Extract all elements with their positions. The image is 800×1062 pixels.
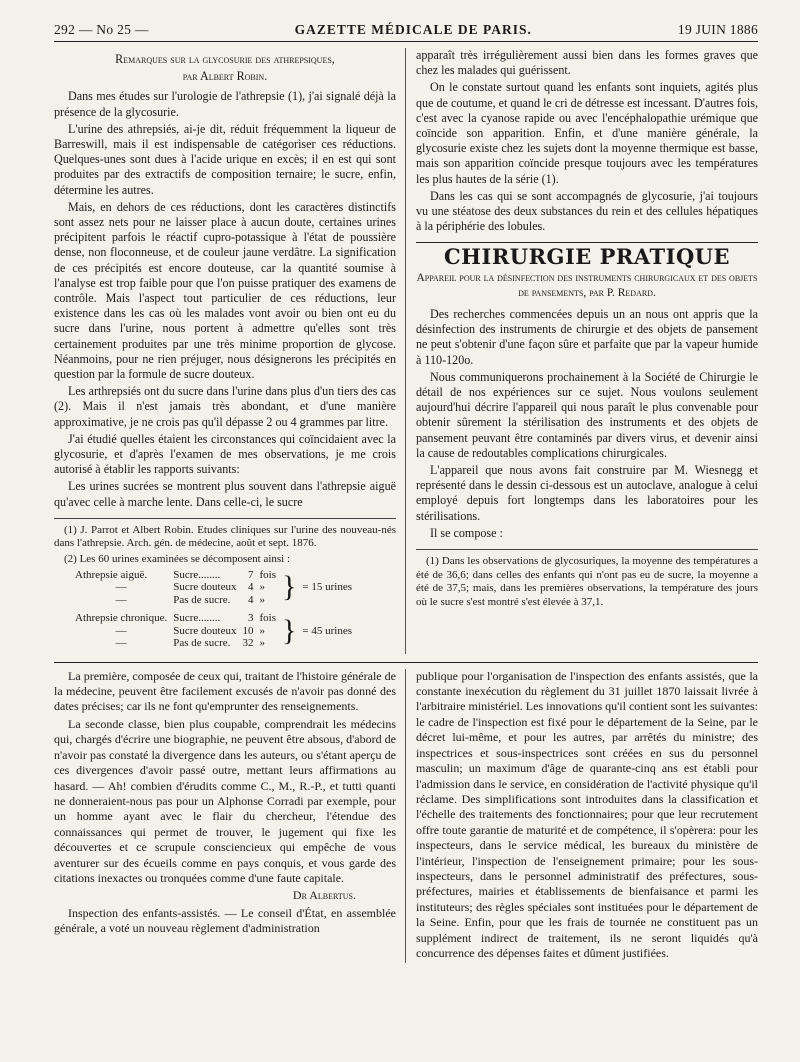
paragraph: L'urine des athrepsiés, ai-je dit, réduit fréquemment la liqueur de Barreswill, mais il est indispensable de catégoriser ces réductions. Quelques-unes sont dues à l'acide urique en excès; il en est qui sont produites par des extractifs de composition ternaire; le sucre, enfin, détermine les autres. xyxy=(54,121,396,197)
paragraph: Mais, en dehors de ces réductions, dont les caractères distinctifs sont assez nets pour ne laisser place à aucun doute, certaines urines précipitent parfois le réactif cupro-potassique à l'état de poussière dense, non floconneuse, et de couleur jaune verdâtre. La signification de ces précipités est encore douteuse, car la quantité soumise à l'analyse est trop faible pour que l'on puisse pratiquer des examens de contrôle. Mais l'aspect tout particulier de ces réductions, leur existence dans les cas où les malades vont avoir ou bien ont eu du sucre dans l'urine, nous portent à admettre qu'elles sont très certainement produites par une très minime proportion de glycose. Néanmoins, pour ne rien préjuger, nous désignerons les précipités en question par la formule de sucre douteux. xyxy=(54,199,396,382)
stats-value: 3 xyxy=(247,612,254,625)
top-columns xyxy=(54,48,758,654)
urine-stats-table xyxy=(72,569,355,650)
paragraph: Nous communiquerons prochainement à la Société de Chirurgie le détail de nos expériences sur ce sujet. Nous voulons seulement aujourd'hui décrire l'appareil qui nous paraît le plus convenable pour obtenir sûrement la stérilisation des instruments et des objets de pansement peuvant être contaminés par divers virus, et devenir ainsi la cause de redoutables complications chirurgicales. xyxy=(416,369,758,460)
article-subtitle: Appareil pour la désinfection des instruments chirurgicaux et des objets de pansements, par P. Redard. xyxy=(416,271,758,299)
stats-row-label: Sucre........ xyxy=(173,612,221,625)
bottom-right-column xyxy=(406,669,758,964)
footnotes xyxy=(54,518,396,650)
stats-unit: fois xyxy=(259,612,276,625)
footnote: (1) Dans les observations de glycosuriques, la moyenne des températures a été de 36,6; dans celles des enfants qui n'ont pas eu de sucre, la moyenne a été de 37,5; mais, dans les premières observations, la température des jours où le sucre s'est montré s'est élevée à 37,1. xyxy=(416,555,758,608)
paragraph: apparaît très irrégulièrement aussi bien dans les formes graves que chez les malades qui guérissent. xyxy=(416,48,758,78)
brace: } xyxy=(281,613,297,647)
stats-label: Athrepsie chronique. xyxy=(75,612,168,625)
page-header xyxy=(54,22,758,42)
signature: Dr Albertus. xyxy=(292,888,356,903)
paragraph: La seconde classe, bien plus coupable, comprendrait les médecins qui, chargés d'écrire une biographie, ne peuvent être absous, d'abord de n'avoir pas constaté la divergence dans les auteurs, ou s'étant aperçu de ces divergences d'avoir passé outre, mettant leurs affirmations au hasard. — Ah! combien d'érudits comme C., M., R.-P., et tutti quanti ne donneraient-nous pas pour un Alphonse Corradi par exemple, pour un homme ayant avec le flair du chercheur, l'étendue des connaissances qui permet de trouver, le jugement qui fixe les découvertes et ce scrupule consciencieux qui empêche de vous aventurer sur des écueils comme en pays conquis, et vous garde des citations inexactes ou tronquées comme d'une faute capitale. xyxy=(54,716,396,885)
section-title: CHIRURGIE PRATIQUE xyxy=(443,244,731,270)
stats-unit: » xyxy=(259,624,265,637)
news-item: Inspection des enfants-assistés. — Le conseil d'État, en assemblée générale, a voté un nouveau règlement d'administration xyxy=(54,905,396,936)
stats-total: = 45 urines xyxy=(302,624,352,637)
paragraph: On le constate surtout quand les enfants sont inquiets, agités plus que de coutume, et quand le cri de détresse est incessant. D'autres fois, c'est avec la cyanose rapide ou avec l'encéphalopathie urémique que coïncide son apparition. Enfin, et d'une manière générale, la glycosurie existe chez les sujets dont la moyenne thermique est basse, mais son apparition coïncide presque toujours avec les températures les plus hautes de la série (1). xyxy=(416,80,758,186)
article-author: par Albert Robin. xyxy=(182,69,268,84)
paragraph: Des recherches commencées depuis un an nous ont appris que la désinfection des instruments de chirurgie et des objets de pansement ne peut s'obtenir d'une façon sûre et parfaite que par la vapeur humide à 110-120o. xyxy=(416,307,758,367)
stats-row-label: Sucre........ xyxy=(173,568,221,581)
stats-value: 10 xyxy=(242,624,254,637)
paragraph: L'appareil que nous avons fait construire par M. Wiesnegg et représenté dans le dessin ci-dessous est un autoclave, analogue à celui employé depuis fort longtemps dans les laboratoires pour les stérilisations. xyxy=(416,463,758,523)
footnote: (1) J. Parrot et Albert Robin. Etudes cliniques sur l'urine des nouveau-nés dans l'athrepsie. Arch. gén. de médecine, août et sept. 1876. xyxy=(54,523,396,550)
article-title: Remarques sur la glycosurie des athrepsiques, xyxy=(115,52,335,66)
paragraph: Les arthrepsiés ont du sucre dans l'urine dans plus d'un tiers des cas (2). Mais il n'est jamais très abondant, et d'une manière approximative, je ne crois pas qu'il dépasse 2 ou 4 grammes par litre. xyxy=(54,384,396,429)
stats-dash: — xyxy=(115,581,127,594)
stats-row-label: Sucre douteux xyxy=(173,581,237,594)
brace: } xyxy=(281,570,297,604)
left-column xyxy=(54,48,406,654)
right-column xyxy=(406,48,758,654)
stats-label: Athrepsie aiguë. xyxy=(75,568,148,581)
stats-value: 4 xyxy=(247,581,254,594)
section-rule xyxy=(416,242,758,243)
footnote: (2) Les 60 urines examinées se décomposent ainsi : xyxy=(64,553,291,566)
bottom-section xyxy=(54,662,758,964)
stats-row-label: Pas de sucre. xyxy=(173,637,231,650)
paragraph: J'ai étudié quelles étaient les circonstances qui coïncidaient avec la glycosurie, et d'après l'examen de mes observations, je me crois autorisé à établir les rapports suivants: xyxy=(54,431,396,477)
page-number: 292 — No 25 — xyxy=(54,22,149,37)
footnotes xyxy=(416,549,758,609)
stats-value: 32 xyxy=(242,637,254,650)
stats-dash: — xyxy=(115,593,127,606)
publication-title: GAZETTE MÉDICALE DE PARIS. xyxy=(294,22,532,37)
paragraph: Dans mes études sur l'urologie de l'athrepsie (1), j'ai signalé déjà la présence de la glycosurie. xyxy=(54,89,396,119)
stats-unit: » xyxy=(259,637,265,650)
paragraph: Les urines sucrées se montrent plus souvent dans l'athrepsie aiguë qu'avec celle à marche lente. Dans celle-ci, le sucre xyxy=(54,479,396,509)
stats-row-label: Pas de sucre. xyxy=(173,593,231,606)
stats-dash: — xyxy=(115,624,127,637)
paragraph: Il se compose : xyxy=(430,525,503,540)
stats-row-label: Sucre douteux xyxy=(173,624,237,637)
paragraph: La première, composée de ceux qui, traitant de l'histoire générale de la médecine, peuvent être facilement excusés de n'avoir pas donné des dates précises; car ils ne font qu'emprunter des renseignements. xyxy=(54,668,396,714)
stats-total: = 15 urines xyxy=(302,581,352,594)
paragraph: Dans les cas qui se sont accompagnés de glycosurie, j'ai toujours vu une stéatose des deux substances du rein et des cellules hépatiques à la périphérie des lobules. xyxy=(416,188,758,234)
stats-unit: fois xyxy=(259,568,276,581)
paragraph: publique pour l'organisation de l'inspection des enfants assistés, que la constante inexécution du règlement du 31 juillet 1870 laissait livrée à l'arbitraire ministériel. Les innovations qu'il contient sont les suivantes: le cadre de l'inspection est fixé pour le département de la Seine, par le décret lui-même, et pour les autres, par arrêtés du ministre; des inspectrices et sous-inspectrices sont créées en sus du personnel masculin; un maximum d'âge de quarante-cinq ans est établi pour l'admission dans le service, en considération de l'activité physique qu'il réclame. Des simplifications sont introduites dans la classification et l'échelle des traitements des fonctionnaires; pour que leur recrutement offre toute garantie de maturité et de compétence, il s'opèrera: pour les inspecteurs, dans le service médical, les bureaux du ministère de l'intérieur, l'inspection de l'enseignement primaire; pour les sous-inspecteurs, dans le personnel administratif des préfectures, sous-préfectures, mairies et établissements de bienfaisance et parmi les instituteurs; des règles spéciales sont instituées pour le département de la Seine. Enfin, pour que les frais de tournée ne constituent pas un supplément indirect de traitement, ils ne seront liquidés qu'à concurrence des dépenses faites et dûment justifiées. xyxy=(416,668,758,960)
issue-date: 19 JUIN 1886 xyxy=(677,22,758,37)
stats-unit: » xyxy=(259,593,265,606)
bottom-left-column xyxy=(54,669,406,964)
stats-value: 7 xyxy=(247,568,254,581)
stats-dash: — xyxy=(115,637,127,650)
stats-value: 4 xyxy=(247,593,254,606)
stats-unit: » xyxy=(259,581,265,594)
